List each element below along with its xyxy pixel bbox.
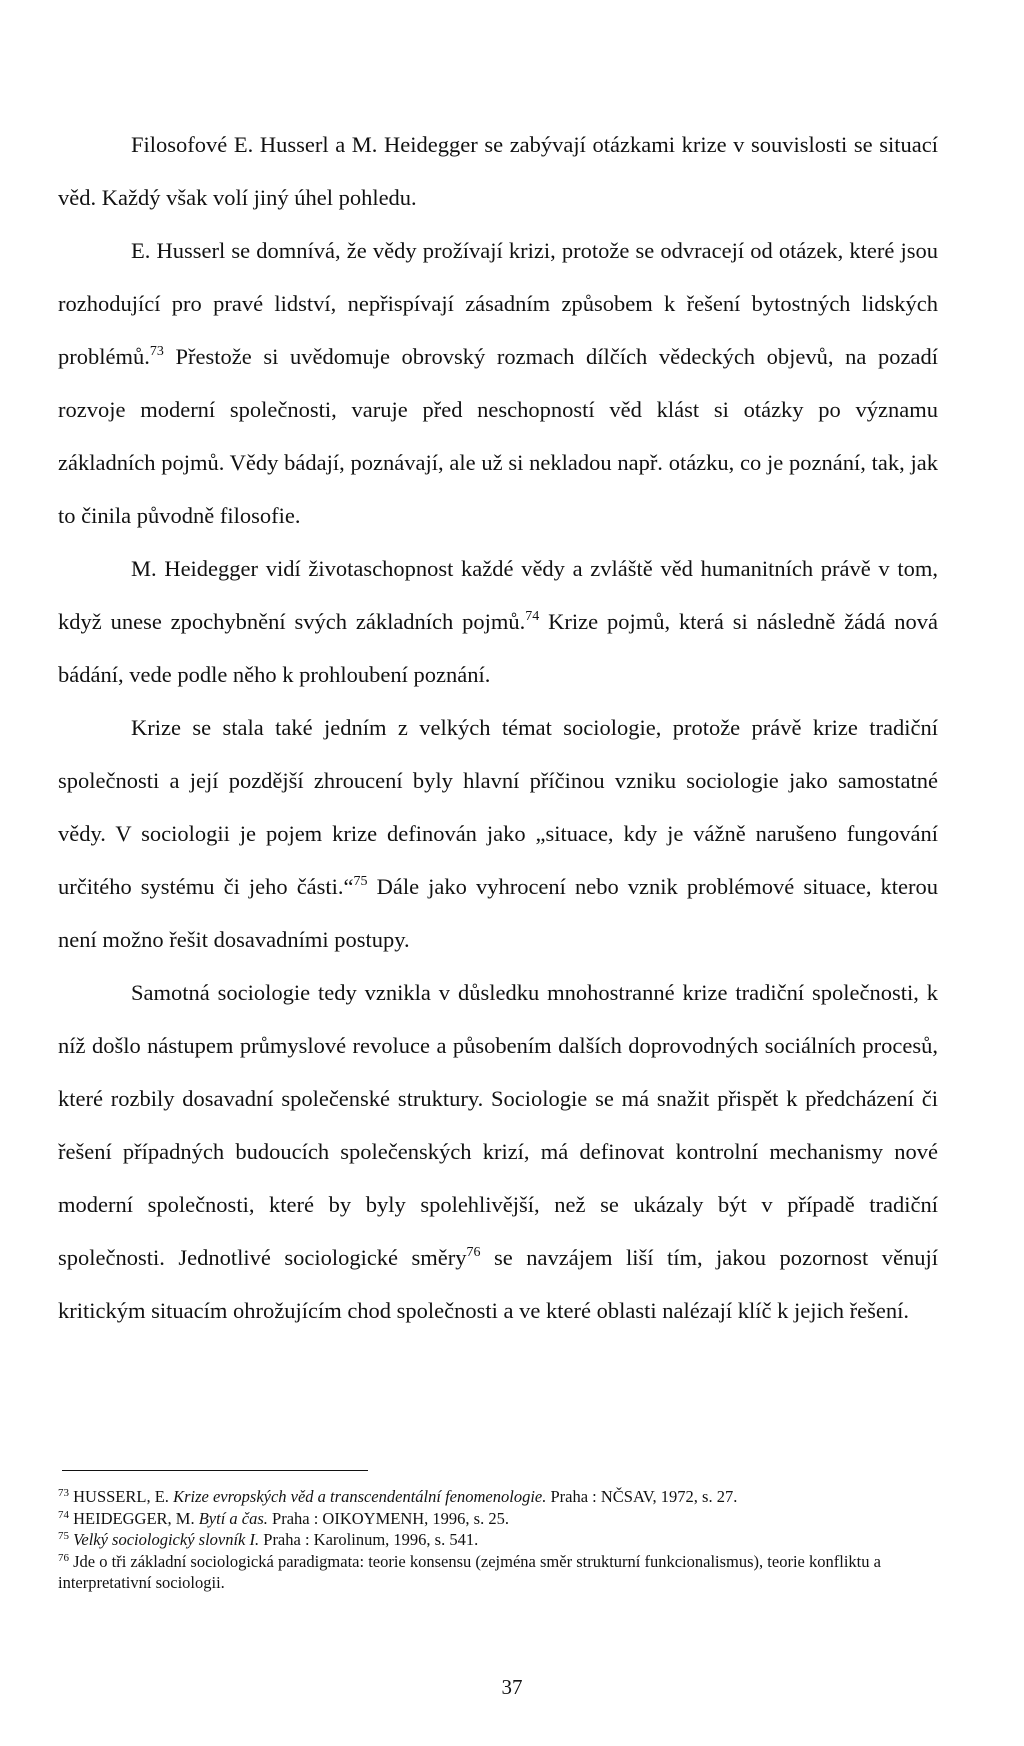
footnote-number: 76 bbox=[58, 1551, 69, 1564]
footnote-number: 73 bbox=[58, 1487, 69, 1499]
footnote-ref: 76 bbox=[466, 1245, 481, 1260]
text-run: Jde o tři základní sociologická paradigmata: teorie konsensu (zejména směr strukturní funkcionalismus), teorie konfliktu a interpretativní sociologii. bbox=[58, 1551, 881, 1592]
paragraph bbox=[58, 118, 938, 224]
footnote-ref: 74 bbox=[525, 609, 540, 624]
text-run: Samotná sociologie tedy vznikla v důsledku mnohostranné krize tradiční společnosti, k níž došlo nástupem průmyslové revoluce a působením dalších doprovodných sociálních procesů, které rozbily dosavadní společenské struktury. Sociologie se má snažit přispět k předcházení či řešení případných budoucích společenských krizí, má definovat kontrolní mechanismy nové moderní společnosti, které by byly spolehlivější, než se ukázaly být v případě tradiční společnosti. Jednotlivé sociologické směry bbox=[58, 980, 938, 1270]
text-run: Praha : Karolinum, 1996, s. 541. bbox=[259, 1530, 479, 1549]
footnote-separator bbox=[62, 1470, 368, 1471]
text-run: HEIDEGGER, M. bbox=[69, 1508, 199, 1528]
text-run: HUSSERL, E. bbox=[69, 1487, 174, 1506]
text-run: Krize se stala také jedním z velkých témat sociologie, protože právě krize tradiční společnosti a její pozdější zhroucení byly hlavní příčinou vzniku sociologie jako samostatné vědy. V sociologii je pojem krize definován jako „situace, kdy je vážně narušeno fungování určitého systému či jeho části.“ bbox=[58, 715, 938, 899]
text-run: Dále jako vyhrocení nebo vznik problémové situace, kterou není možno řešit dosavadními postupy. bbox=[58, 874, 938, 952]
footnote bbox=[58, 1486, 938, 1508]
paragraph bbox=[58, 966, 938, 1337]
text-run: Filosofové E. Husserl a M. Heidegger se zabývají otázkami krize v souvislosti se situací věd. Každý však volí jiný úhel pohledu. bbox=[58, 132, 938, 210]
text-run: Přestože si uvědomuje obrovský rozmach dílčích vědeckých objevů, na pozadí rozvoje moderní společnosti, varuje před neschopností věd klást si otázky po významu základních pojmů. Vědy bádají, poznávají, ale už si nekladou např. otázku, co je poznání, tak, jak to činila původně filosofie. bbox=[58, 344, 938, 528]
citation-title: Bytí a čas. bbox=[198, 1508, 268, 1528]
body-text bbox=[58, 118, 938, 1337]
footnote-number: 75 bbox=[58, 1530, 69, 1542]
text-run: Praha : NČSAV, 1972, s. 27. bbox=[546, 1487, 738, 1506]
text-run: Krize pojmů, která si následně žádá nová bádání, vede podle něho k prohloubení poznání. bbox=[58, 609, 939, 687]
footnote-number: 74 bbox=[58, 1508, 69, 1521]
text-run: E. Husserl se domnívá, že vědy prožívají krizi, protože se odvracejí od otázek, které jsou rozhodující pro pravé lidství, nepřispívají zásadním způsobem k řešení bytostných lidských problémů. bbox=[58, 238, 938, 369]
footnote bbox=[58, 1551, 938, 1594]
paragraph bbox=[58, 224, 938, 542]
paragraph bbox=[58, 701, 938, 966]
text-run: Praha : OIKOYMENH, 1996, s. 25. bbox=[267, 1508, 509, 1528]
paragraph bbox=[58, 542, 938, 701]
footnote-ref: 73 bbox=[149, 344, 164, 359]
footnote bbox=[58, 1529, 938, 1551]
footnote-ref: 75 bbox=[353, 874, 368, 889]
footnote bbox=[58, 1508, 938, 1530]
text-run: M. Heidegger vidí životaschopnost každé vědy a zvláště věd humanitních právě v tom, když unese zpochybnění svých základních pojmů. bbox=[58, 556, 938, 634]
page-number: 37 bbox=[501, 1675, 523, 1699]
citation-title: Krize evropských věd a transcendentální fenomenologie. bbox=[173, 1487, 547, 1506]
text-run: se navzájem liší tím, jakou pozornost věnují kritickým situacím ohrožujícím chod společnosti a ve které oblasti nalézají klíč k jejich řešení. bbox=[58, 1245, 938, 1323]
citation-title: Velký sociologický slovník I. bbox=[73, 1530, 260, 1549]
footnotes bbox=[58, 1486, 938, 1594]
